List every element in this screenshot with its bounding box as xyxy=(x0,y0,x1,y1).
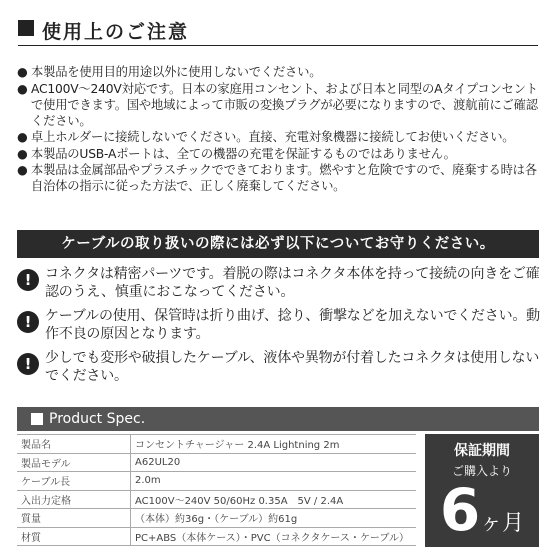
table-row xyxy=(17,527,416,546)
note-text: 本製品を使用目的用途以外に使用しないでください。 xyxy=(31,65,322,79)
spec-key: ケーブル長 xyxy=(17,472,131,491)
title-rule xyxy=(18,45,538,46)
warranty-number: 6 xyxy=(439,476,481,544)
note-text: 本製品のUSB-Aポートは、全ての機器の充電を保証するものではありません。 xyxy=(31,146,456,161)
note-text: 本製品は金属部品やプラスチックでできております。燃やすと危険ですので、廃棄する時は各自治体の指示に従った方法で、正しく廃棄してください。 xyxy=(31,163,537,193)
table-row xyxy=(17,509,416,528)
note-item xyxy=(17,64,545,80)
spec-value: PC+ABS（本体ケース）・PVC（コネクタケース・ケーブル） xyxy=(131,527,417,546)
warranty-unit: ヶ月 xyxy=(480,511,525,536)
caution-text: コネクタは精密パーツです。着脱の際はコネクタ本体を持って接続の向きをご確認のうえ、慎重におこなってください。 xyxy=(45,266,540,300)
spec-table xyxy=(17,434,416,546)
note-item xyxy=(17,81,545,129)
title-square-icon xyxy=(18,20,34,36)
cable-heading: ケーブルの取り扱いの際には必ず以下についてお守りください。 xyxy=(17,230,539,258)
bullet-icon: ● xyxy=(17,163,28,177)
note-text: AC100V〜240V対応です。日本の家庭用コンセント、および日本と同型のAタイプコンセントで使用できます。国や地域によって市販の変換プラグが必要になりますので、渡航前にご確認ください。 xyxy=(31,81,538,128)
spec-value: 2.0m xyxy=(131,472,417,491)
spec-key: 入出力定格 xyxy=(17,490,131,509)
exclamation-icon: ! xyxy=(17,269,39,291)
warranty-box xyxy=(425,434,539,547)
bullet-icon: ● xyxy=(17,146,28,161)
usage-notes xyxy=(17,64,545,195)
spec-value: （本体）約36g・（ケーブル）約61g xyxy=(131,509,417,528)
cable-cautions xyxy=(17,266,542,392)
spec-title: Product Spec. xyxy=(49,411,146,427)
note-item xyxy=(17,162,545,194)
exclamation-icon: ! xyxy=(17,311,39,333)
table-row xyxy=(17,490,416,509)
bullet-icon: ● xyxy=(17,65,28,79)
spec-square-icon xyxy=(31,413,43,425)
spec-value: AC100V〜240V 50/60Hz 0.35A 5V / 2.4A xyxy=(131,490,417,509)
warranty-subtitle: ご購入より xyxy=(451,464,512,478)
spec-key: 質量 xyxy=(17,509,131,528)
caution-item xyxy=(17,266,542,301)
section-title-text: 使用上のご注意 xyxy=(42,21,190,43)
spec-value: A62UL20 xyxy=(131,453,417,472)
bullet-icon: ● xyxy=(17,81,28,96)
spec-key: 材質 xyxy=(17,527,131,546)
section-title xyxy=(18,17,538,45)
table-row xyxy=(17,472,416,491)
note-item xyxy=(17,129,545,145)
table-row xyxy=(17,435,416,454)
table-row xyxy=(17,453,416,472)
caution-text: 少しでも変形や破損したケーブル、液体や異物が付着したコネクタは使用しないでください。 xyxy=(45,350,540,384)
bullet-icon: ● xyxy=(17,130,28,144)
warranty-title: 保証期間 xyxy=(454,443,510,459)
spec-value: コンセントチャージャー 2.4A Lightning 2m xyxy=(131,435,417,454)
caution-text: ケーブルの使用、保管時は折り曲げ、捻り、衝撃などを加えないでください。動作不良の原因となります。 xyxy=(45,308,540,342)
exclamation-icon: ! xyxy=(17,353,39,375)
caution-item xyxy=(17,308,542,343)
note-item xyxy=(17,146,545,162)
caution-item xyxy=(17,350,542,385)
spec-header xyxy=(17,407,539,431)
spec-key: 製品名 xyxy=(17,435,131,454)
note-text: 卓上ホルダーに接続しないでください。直接、充電対象機器に接続してお使いください。 xyxy=(31,130,515,144)
warranty-period xyxy=(425,476,539,544)
spec-key: 製品モデル xyxy=(17,453,131,472)
